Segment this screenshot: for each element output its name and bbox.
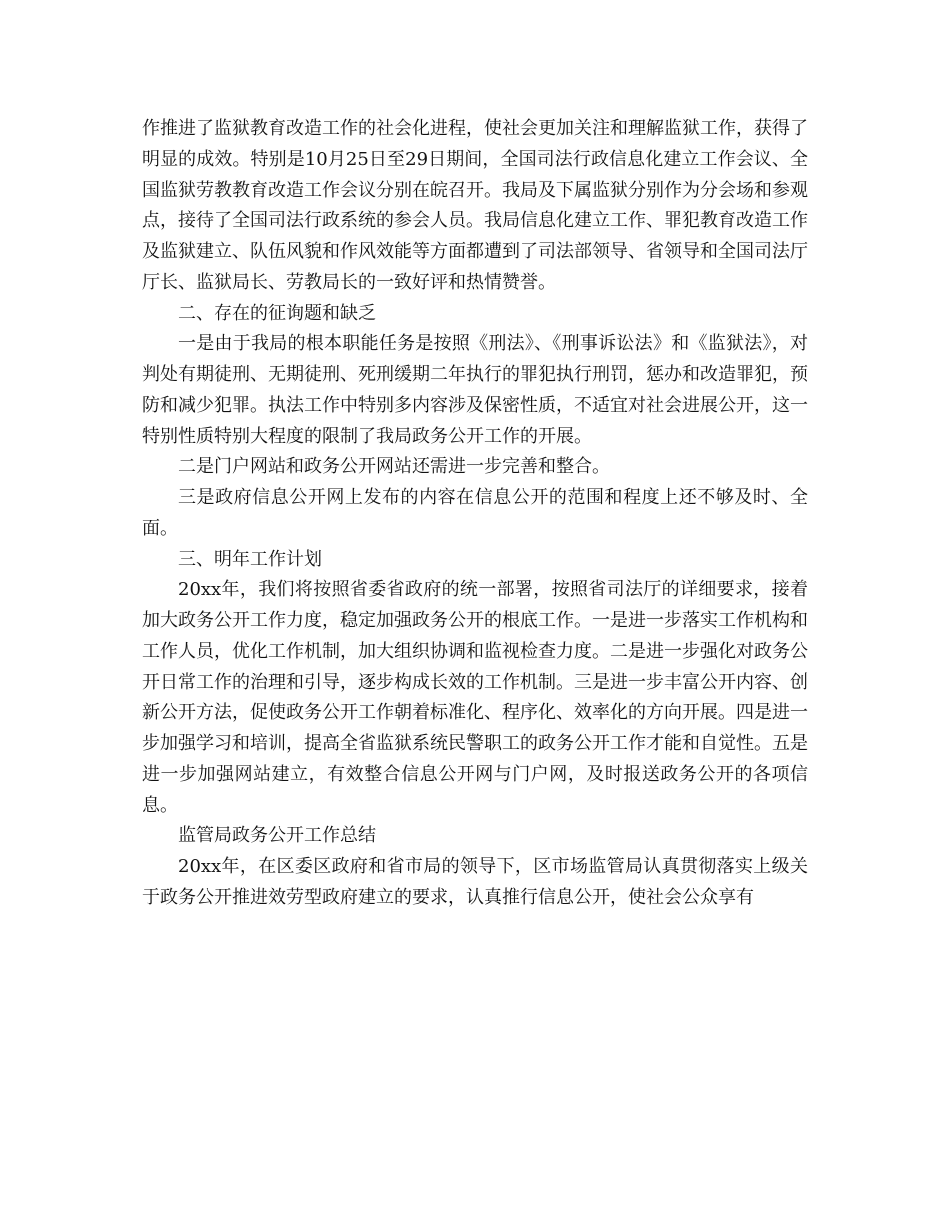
section-heading-plan: 三、明年工作计划 (178, 548, 322, 570)
document-title-supervision: 监管局政务公开工作总结 (178, 825, 376, 847)
paragraph-problem-three: 三是政府信息公开网上发布的内容在信息公开的范围和程度上还不够及时、全面。 (142, 487, 808, 539)
paragraph-supervision-intro: 20xx年，在区委区政府和省市局的领导下，区市场监管局认真贯彻落实上级关于政务公开推进效劳型政府建立的要求，认真推行信息公开，使社会公众享有 (142, 856, 808, 908)
paragraph-plan: 20xx年，我们将按照省委省政府的统一部署，按照省司法厅的详细要求，接着加大政务公开工作力度，稳定加强政务公开的根底工作。一是进一步落实工作机构和工作人员，优化工作机制，加大组织协调和监视检查力度。二是进一步强化对政务公开日常工作的治理和引导，逐步构成长效的工作机制。三是进一步丰富公开内容、创新公开方法，促使政务公开工作朝着标准化、程序化、效率化的方向开展。四是进一步加强学习和培训，提高全省监狱系统民警职工的政务公开工作才能和自觉性。五是进一步加强网站建立，有效整合信息公开网与门户网，及时报送政务公开的各项信息。 (142, 579, 808, 816)
paragraph-continuation: 作推进了监狱教育改造工作的社会化进程，使社会更加关注和理解监狱工作，获得了明显的成效。特别是10月25日至29日期间，全国司法行政信息化建立工作会议、全国监狱劳教教育改造工作会议分别在皖召开。我局及下属监狱分别作为分会场和参观点，接待了全国司法行政系统的参会人员。我局信息化建立工作、罪犯教育改造工作及监狱建立、队伍风貌和作风效能等方面都遭到了司法部领导、省领导和全国司法厅厅长、监狱局长、劳教局长的一致好评和热情赞誉。 (142, 118, 808, 293)
document-body (142, 114, 808, 914)
paragraph-problem-one: 一是由于我局的根本职能任务是按照《刑法》、《刑事诉讼法》和《监狱法》，对判处有期徒刑、无期徒刑、死刑缓期二年执行的罪犯执行刑罚，惩办和改造罪犯，预防和减少犯罪。执法工作中特别多内容涉及保密性质，不适宜对社会进展公开，这一特别性质特别大程度的限制了我局政务公开工作的开展。 (142, 333, 808, 447)
section-heading-problems: 二、存在的征询题和缺乏 (178, 302, 376, 324)
paragraph-problem-two: 二是门户网站和政务公开网站还需进一步完善和整合。 (178, 456, 610, 478)
